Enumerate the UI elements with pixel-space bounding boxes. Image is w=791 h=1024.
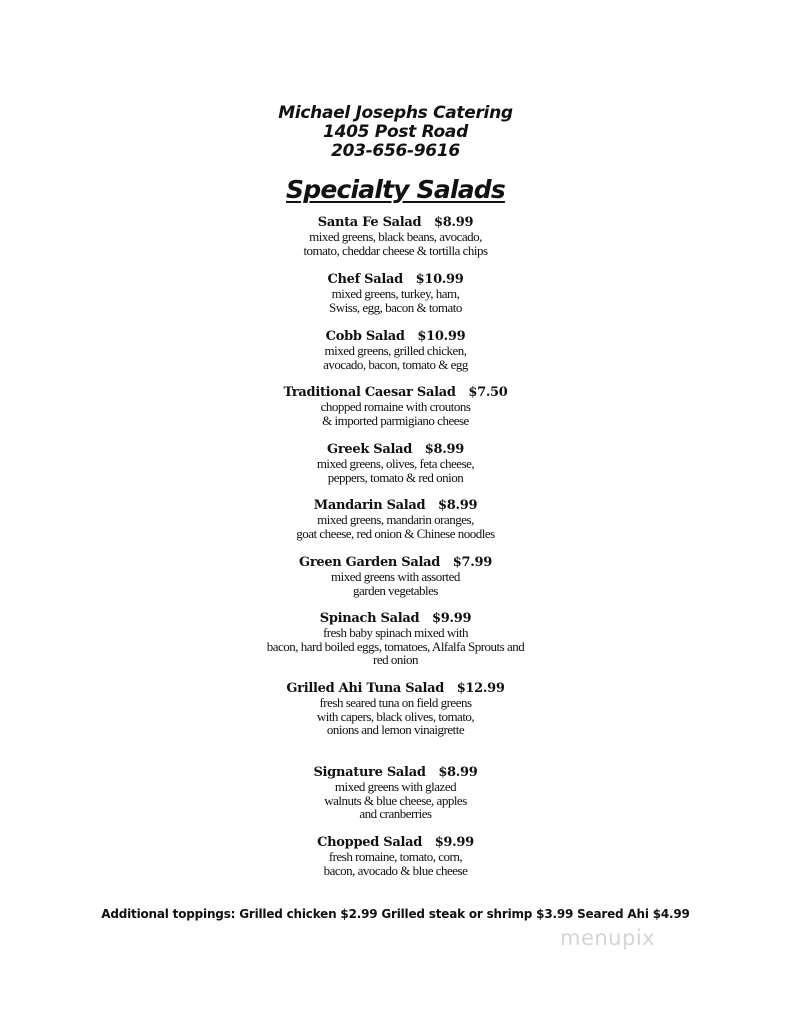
menu-item-name: Spinach Salad [319,611,420,626]
menu-item-heading [0,681,791,696]
menu-item-description: fresh baby spinach mixed with [322,625,469,640]
menu-item-description: mixed greens with assorted [331,569,460,584]
menu-item-name: Green Garden Salad [299,555,441,570]
menu-item-description: mixed greens, turkey, ham, [331,286,460,301]
menu-item [0,765,791,821]
section-title-wrap [0,174,791,206]
menu-item [0,272,791,314]
menu-item-description: red onion [373,652,418,667]
menu-item-heading [0,272,791,287]
menu-item-price: $8.99 [438,498,478,513]
menu-item-description: with capers, black olives, tomato, [316,708,475,724]
menu-item-description: goat cheese, red onion & Chinese noodles [296,525,495,541]
menu-item-description: mixed greens, black beans, avocado, [309,229,482,244]
menu-item [0,442,791,484]
menu-item-price: $8.99 [434,215,474,230]
menu-item [0,498,791,540]
menu-item-description: tomato, cheddar cheese & tortilla chips [303,242,488,258]
business-address: 1405 Post Road [323,122,468,142]
menu-item-price: $7.50 [468,385,508,400]
menu-item-description: peppers, tomato & red onion [327,469,464,485]
menu-item-heading [0,611,791,626]
business-phone: 203-656-9616 [331,141,460,161]
menu-item-description: & imported parmigiano cheese [322,412,469,428]
menu-item-description: fresh romaine, tomato, corn, [328,849,463,864]
menu-item-description: mixed greens with glazed [334,779,457,794]
additional-toppings: Additional toppings: Grilled chicken $2.99 Grilled steak or shrimp $3.99 Seared Ahi $4.99 [101,907,690,921]
menu-item-heading [0,835,791,850]
menu-item-name: Grilled Ahi Tuna Salad [286,681,444,696]
menu-item-price: $7.99 [452,555,492,570]
menu-item-name: Signature Salad [313,765,426,780]
menu-item-description: garden vegetables [353,582,438,598]
menu-item-heading [0,765,791,780]
menu-item-description: bacon, hard boiled eggs, tomatoes, Alfalfa Sprouts and [266,638,525,654]
menu-item-name: Greek Salad [327,442,413,457]
menu-item-name: Chopped Salad [317,835,422,850]
menu-item-price: $9.99 [434,835,474,850]
menu-item-price: $8.99 [438,765,478,780]
menu-item [0,835,791,877]
menu-item [0,555,791,597]
section-title: Specialty Salads [286,175,505,204]
menu-item-description: Swiss, egg, bacon & tomato [329,299,462,315]
menu-item [0,215,791,257]
menu-item [0,681,791,737]
menu-item-price: $10.99 [417,329,466,344]
menu-item-heading [0,555,791,570]
menu-item-heading [0,498,791,513]
menu-item-price: $12.99 [456,681,505,696]
menu-item-description: mixed greens, mandarin oranges, [317,512,474,527]
menu-item [0,385,791,427]
menu-item [0,329,791,371]
menupix-watermark: menupix [560,926,656,950]
menu-item-name: Traditional Caesar Salad [283,385,456,400]
menu-item [0,611,791,667]
menu-item-description: mixed greens, grilled chicken, [324,343,467,358]
menu-item-heading [0,442,791,457]
menu-item-description: chopped romaine with croutons [320,399,471,414]
menu-item-description: bacon, avocado & blue cheese [323,862,468,878]
menu-item-description: walnuts & blue cheese, apples [324,792,467,808]
menu-item-description: mixed greens, olives, feta cheese, [316,456,475,471]
menu-item-heading [0,215,791,230]
menu-item-name: Chef Salad [327,272,403,287]
menu-item-price: $8.99 [424,442,464,457]
menu-item-description: onions and lemon vinaigrette [326,722,465,737]
menu-item-description: fresh seared tuna on field greens [319,695,472,710]
menu-item-description: and cranberries [359,806,432,821]
menu-item-price: $10.99 [415,272,464,287]
business-name: Michael Josephs Catering [278,103,513,123]
menu-header [0,104,791,161]
menu-item-heading [0,329,791,344]
menu-item-price: $9.99 [432,611,472,626]
menu-item-name: Mandarin Salad [313,498,426,513]
menu-item-name: Santa Fe Salad [317,215,422,230]
menu-item-name: Cobb Salad [325,329,405,344]
menu-item-description: avocado, bacon, tomato & egg [323,356,468,372]
menu-item-heading [0,385,791,400]
